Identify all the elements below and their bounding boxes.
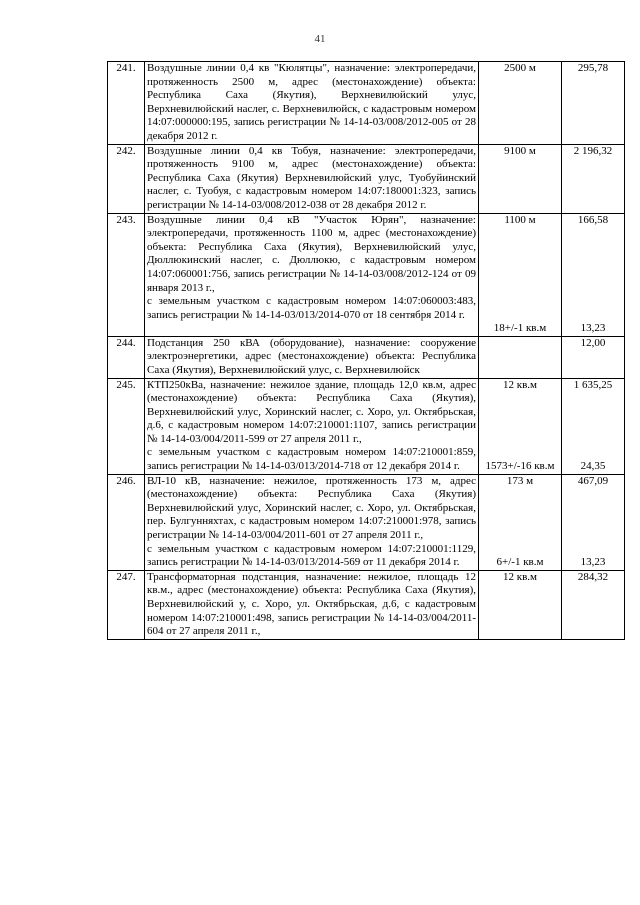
page-number: 41 (314, 33, 326, 45)
row-description-main: Воздушные линии 0,4 кВ "Участок Юрян", назначение: электропередачи, протяженность 1100 м, адрес (местонахождение) объекта: Республика Саха (Якутия), Верхневилюйский улус, Дюллюкинский наслег, с. Дюллюкю, с кадастровым номером 14:07:060001:756, запись регистрации № 14-14-03/008/2012-124 от 09 января 2013 г., (147, 213, 476, 294)
row-value (562, 378, 625, 474)
row-number: 242. (108, 144, 145, 213)
row-number: 244. (108, 336, 145, 378)
row-description-main: ВЛ-10 кВ, назначение: нежилое, протяженность 173 м, адрес (местонахождение) объекта: Республика Саха (Якутия) Верхневилюйский улус, Хоринский наслег, с. Хоро, ул. Октябрьская, пер. Булгунняхтах, с кадастровым номером 14:07:210001:978, запись регистрации № 14-14-03/004/2011-601 от 27 апреля 2011 г., (147, 474, 476, 542)
row-value (562, 213, 625, 336)
row-description (145, 378, 479, 474)
table-row (108, 336, 625, 378)
row-value: 284,32 (562, 570, 625, 639)
row-quantity-land: 18+/-1 кв.м (493, 322, 547, 335)
table-row (108, 570, 625, 639)
row-value-land: 13,23 (580, 322, 606, 335)
table-row (108, 378, 625, 474)
row-value: 2 196,32 (562, 144, 625, 213)
row-value-land: 24,35 (580, 460, 606, 473)
row-number: 246. (108, 474, 145, 570)
table-row (108, 62, 625, 145)
row-description: Воздушные линии 0,4 кв "Кюлятцы", назначение: электропередачи, протяженность 2500 м, адрес (местонахождение) объекта: Республика Саха (Якутия), Верхневилюйский улус, Верхневилюйский наслег, с. Верхневилюйск, с кадастровым номером 14:07:000000:195, запись регистрации № 14-14-03/008/2012-005 от 28 декабря 2012 г. (145, 62, 479, 145)
row-description: Трансформаторная подстанция, назначение: нежилое, площадь 12 кв.м., адрес (местонахождение) объекта: Республика Саха (Якутия), Верхневилюйский у, с. Хоро, ул. Октябрьская, д.6, с кадастровым номером 14:07:210001:498, запись регистрации № 14-14-03/004/2011-604 от 27 апреля 2011 г., (145, 570, 479, 639)
row-value-main: 1 635,25 (573, 378, 613, 391)
table-row (108, 213, 625, 336)
row-description: Воздушные линии 0,4 кв Тобуя, назначение: электропередачи, протяженность 9100 м, адрес (местонахождение) объекта: Республика Саха (Якутия) Верхневилюйский улус, Туобуйинский наслег, с. Туобуя, с кадастровым номером 14:07:180001:323, запись регистрации № 14-14-03/008/2012-038 от 28 декабря 2012 г. (145, 144, 479, 213)
row-quantity-main: 12 кв.м (503, 378, 537, 391)
row-quantity-land: 6+/-1 кв.м (496, 556, 544, 569)
table-row (108, 144, 625, 213)
row-value: 295,78 (562, 62, 625, 145)
property-registry-table (107, 61, 625, 640)
row-quantity-land: 1573+/-16 кв.м (485, 460, 555, 473)
row-quantity (479, 474, 562, 570)
row-description-main: КТП250кВа, назначение: нежилое здание, площадь 12,0 кв.м, адрес (местонахождение) объекта: Республика Саха (Якутия), Верхневилюйский улус, Хоринский наслег, с. Хоро, ул. Октябрьская, д.6, с кадастровым номером 14:07:210001:1107, запись регистрации № 14-14-03/004/2011-599 от 27 апреля 2011 г., (147, 378, 476, 445)
row-description: Подстанция 250 кВА (оборудование), назначение: сооружение электроэнергетики, адрес (местонахождение) объекта: Республика Саха (Якутия), Верхневилюйский улус, с. Верхневилюйск (145, 336, 479, 378)
row-number: 243. (108, 213, 145, 336)
row-description (145, 213, 479, 336)
row-value-land: 13,23 (580, 556, 606, 569)
row-quantity (479, 336, 562, 378)
row-value-main: 467,09 (577, 474, 609, 487)
row-value (562, 474, 625, 570)
row-value: 12,00 (562, 336, 625, 378)
row-number: 245. (108, 378, 145, 474)
row-description-land: с земельным участком с кадастровым номером 14:07:210001:1129, запись регистрации № 14-14-03/013/2014-569 от 11 декабря 2014 г. (147, 542, 476, 569)
row-description (145, 474, 479, 570)
row-number: 241. (108, 62, 145, 145)
row-quantity (479, 378, 562, 474)
row-quantity: 9100 м (479, 144, 562, 213)
table-row (108, 474, 625, 570)
row-description-land: с земельным участком с кадастровым номером 14:07:210001:859, запись регистрации № 14-14-03/013/2014-718 от 12 декабря 2014 г. (147, 446, 476, 473)
row-quantity (479, 213, 562, 336)
row-value-main: 166,58 (577, 213, 609, 226)
row-quantity: 12 кв.м (479, 570, 562, 639)
row-quantity-main: 173 м (506, 474, 534, 487)
row-number: 247. (108, 570, 145, 639)
row-quantity: 2500 м (479, 62, 562, 145)
row-description-land: с земельным участком с кадастровым номером 14:07:060003:483, запись регистрации № 14-14-03/013/2014-070 от 18 сентября 2014 г. (147, 295, 476, 321)
row-quantity-main: 1100 м (504, 213, 536, 226)
